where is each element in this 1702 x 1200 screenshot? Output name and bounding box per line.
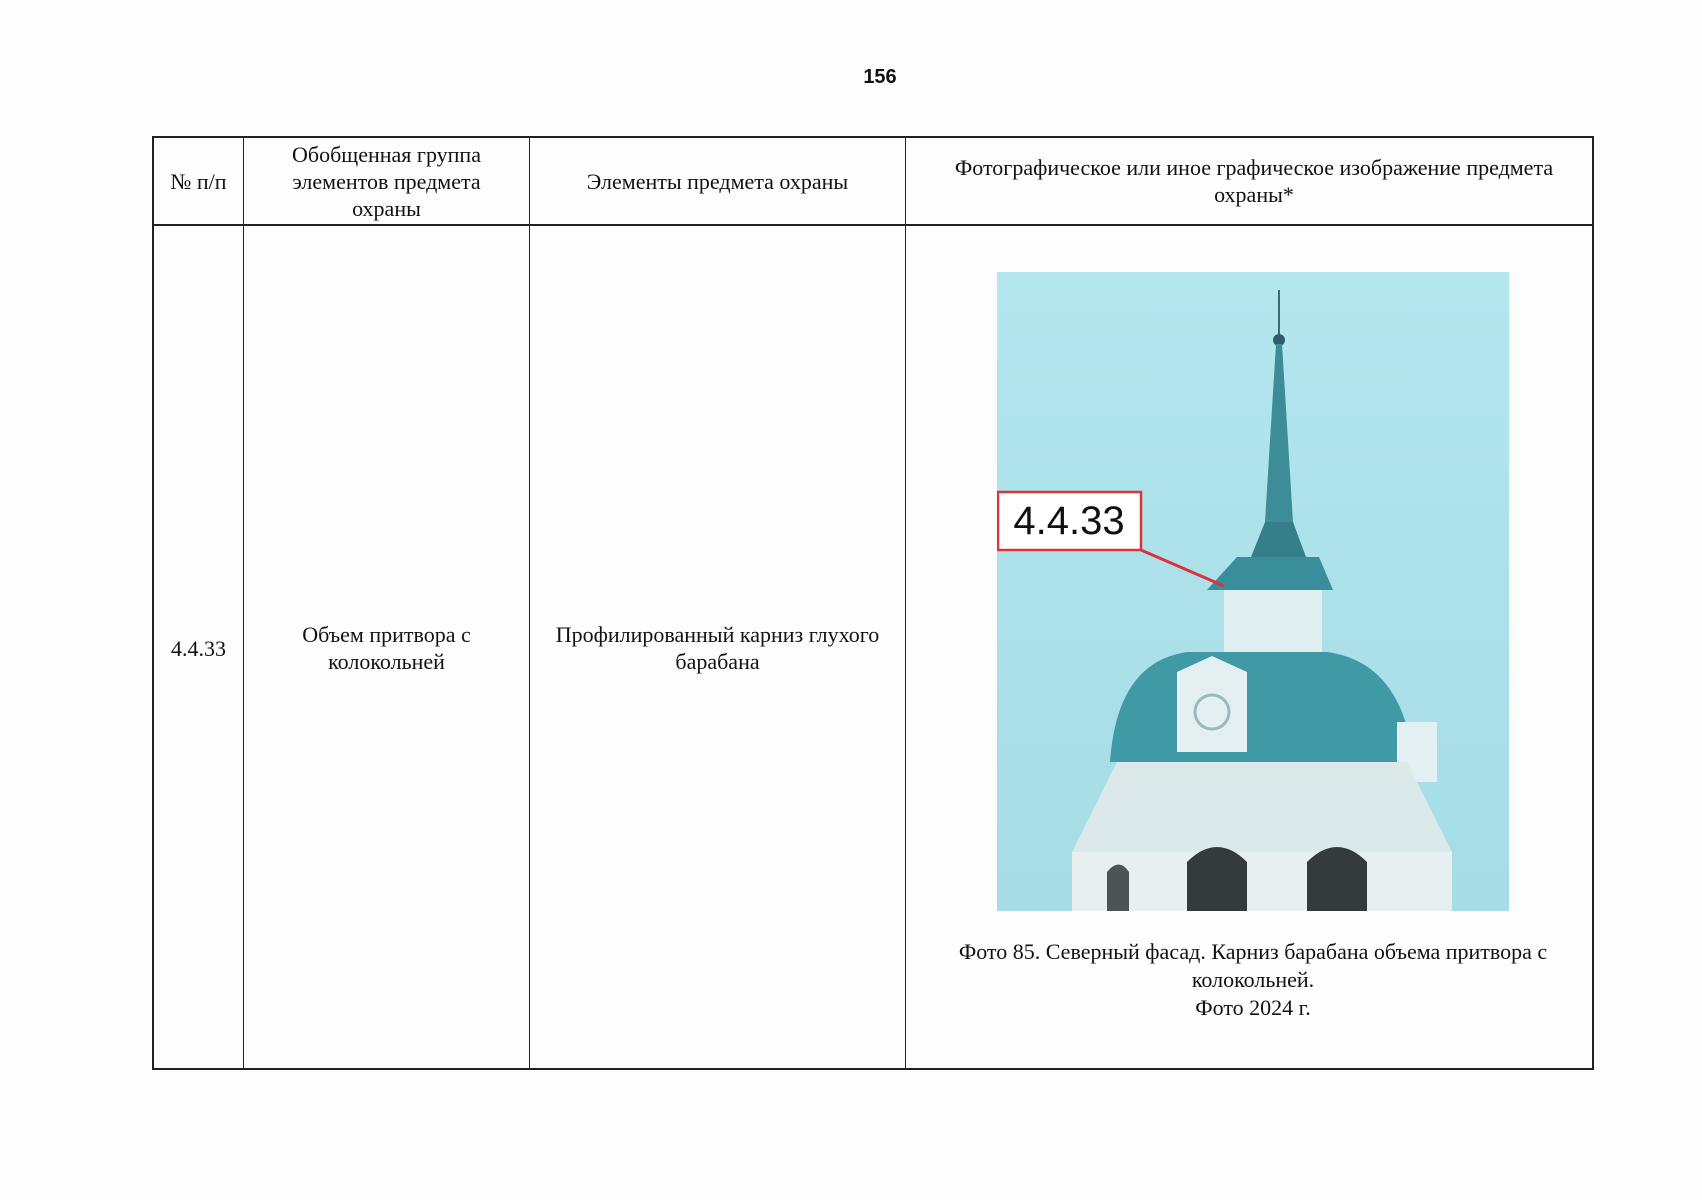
- caption-date: Фото 2024 г.: [1195, 995, 1311, 1020]
- column-divider: [905, 138, 906, 1068]
- bell-tower-photo: [997, 272, 1509, 911]
- protection-elements-table: [152, 136, 1594, 1070]
- header-group: Обобщенная группа элементов предмета охраны: [292, 141, 481, 221]
- photo-caption: [907, 938, 1599, 1022]
- header-photo: Фотографическое или иное графическое изображение предмета охраны*: [954, 155, 1554, 207]
- row-number: 4.4.33: [171, 635, 226, 661]
- row-group: Объем притвора с колокольней: [302, 622, 471, 674]
- column-divider: [529, 138, 530, 1068]
- header-number: № п/п: [170, 168, 227, 194]
- header-elements: Элементы предмета охраны: [586, 168, 849, 194]
- column-divider: [243, 138, 244, 1068]
- row-elements: Профилированный карниз глухого барабана: [555, 622, 880, 674]
- photo-callout-label: 4.4.33: [1013, 499, 1125, 543]
- page-number: 156: [863, 66, 897, 88]
- caption-text: Фото 85. Северный фасад. Карниз барабана объема притвора с колокольней.: [958, 939, 1548, 992]
